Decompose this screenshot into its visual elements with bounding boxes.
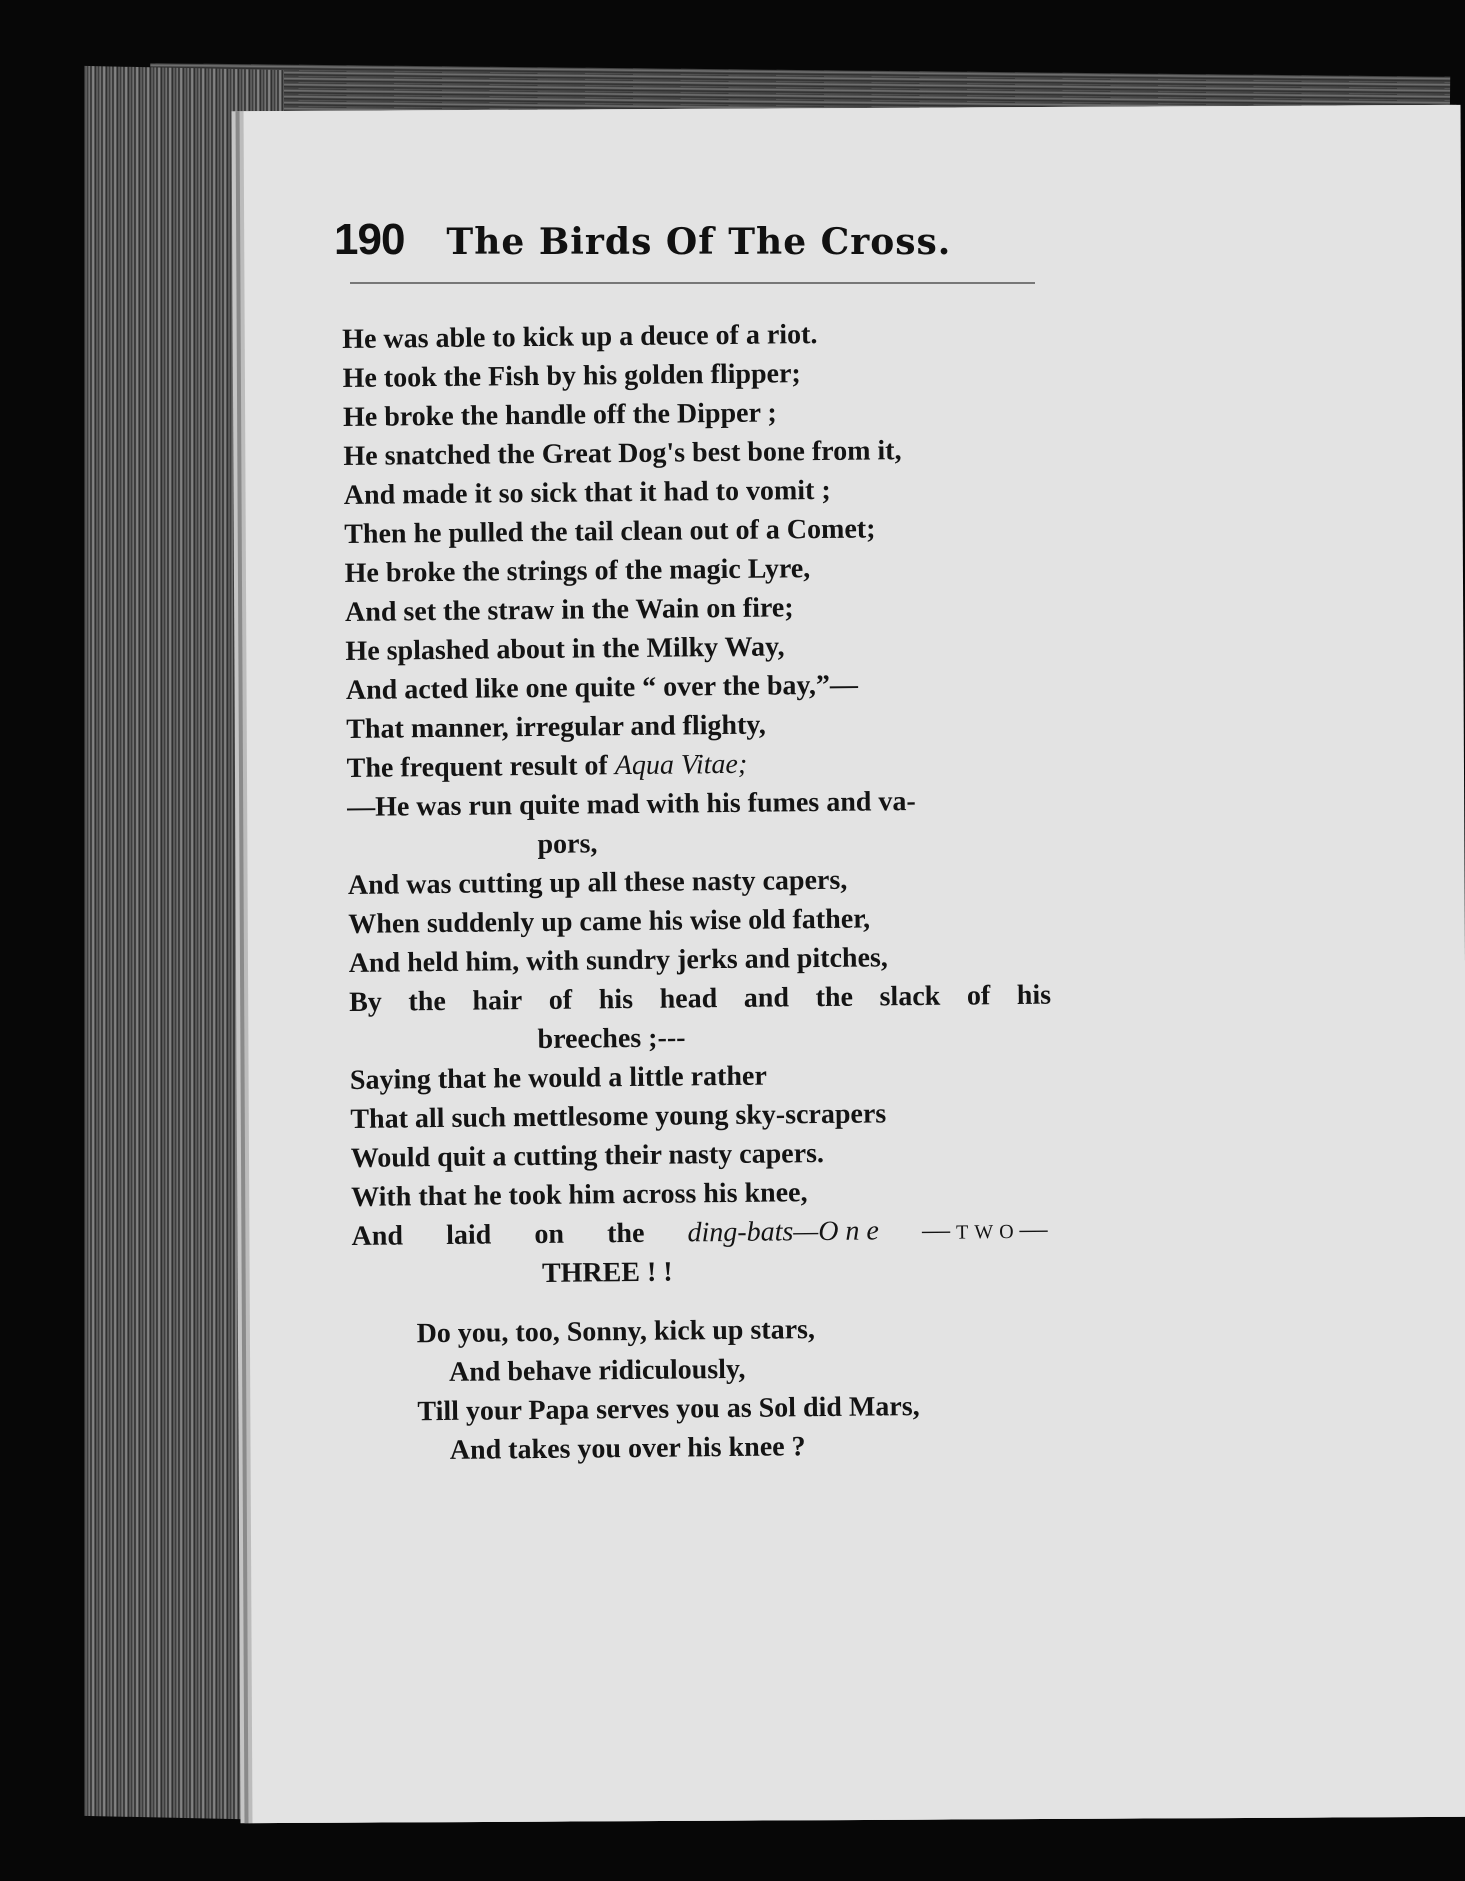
word: of [966, 980, 991, 1012]
word: his [1016, 979, 1052, 1011]
word: on [534, 1218, 565, 1251]
poem-line-continuation: THREE ! ! [541, 1256, 673, 1289]
word: slack [879, 980, 941, 1013]
word: of [548, 984, 573, 1016]
poem-line: When suddenly up came his wise old father, [348, 903, 871, 940]
poem-line: Then he pulled the tail clean out of a Comet; [344, 513, 876, 550]
poem-line: And set the straw in the Wain on fire; [344, 592, 794, 628]
word: the [815, 981, 854, 1014]
poem-line: And made it so sick that it had to vomit ; [343, 474, 831, 511]
poem-line-justified [351, 1210, 1053, 1256]
poem-line: That manner, irregular and flighty, [346, 709, 766, 745]
stanza-line: And behave ridiculously, [448, 1353, 746, 1388]
poem-body [342, 312, 1114, 1471]
poem-line: And held him, with sundry jerks and pitches, [348, 942, 888, 979]
aqua-line-prefix: The frequent result of [346, 750, 608, 784]
poem-line-continuation: pors, [537, 828, 598, 860]
poem-line: —He was run quite mad with his fumes and va- [346, 786, 916, 823]
word: his [598, 983, 634, 1016]
header-rule [350, 282, 1035, 284]
two-small-caps: —two— [921, 1213, 1054, 1246]
poem-line: He snatched the Great Dog's best bone from it, [343, 435, 902, 472]
poem-line: He broke the handle off the Dipper ; [342, 397, 777, 433]
stanza-line: Till your Papa serves you as Sol did Mars, [417, 1391, 920, 1428]
poem-line: And was cutting up all these nasty capers, [347, 864, 848, 901]
running-title: The Birds Of The Cross. [446, 221, 952, 263]
word: the [408, 985, 446, 1018]
poem-line: And acted like one quite “ over the bay,”— [345, 669, 859, 706]
word: By [348, 986, 382, 1018]
poem-line: He took the Fish by his golden flipper; [342, 358, 801, 394]
closing-stanza [352, 1307, 1114, 1471]
poem-line: That all such mettlesome young sky-scrapers [350, 1098, 887, 1135]
word: laid [445, 1219, 492, 1251]
poem-line-continuation: breeches ;--- [537, 1022, 686, 1055]
poem-line: Saying that he would a little rather [349, 1060, 767, 1096]
word: And [351, 1220, 404, 1252]
poem-line: With that he took him across his knee, [351, 1177, 808, 1213]
page-number: 190 [334, 215, 405, 264]
page-header [334, 215, 951, 265]
word: the [606, 1217, 645, 1250]
poem-line: He was able to kick up a deuce of a riot. [342, 319, 818, 355]
aqua-line-italic: Aqua Vitae; [614, 748, 748, 782]
stanza-line: And takes you over his knee ? [449, 1431, 806, 1466]
word: and [743, 982, 790, 1014]
word: hair [472, 985, 523, 1017]
word: head [659, 983, 718, 1015]
poem-line: He broke the strings of the magic Lyre, [344, 553, 811, 589]
ding-bats-italic: ding-bats—O n e [687, 1215, 880, 1249]
poem-line: Would quit a cutting their nasty capers. [350, 1137, 825, 1174]
stanza-line: Do you, too, Sonny, kick up stars, [416, 1314, 816, 1350]
poem-line: He splashed about in the Milky Way, [345, 631, 785, 667]
